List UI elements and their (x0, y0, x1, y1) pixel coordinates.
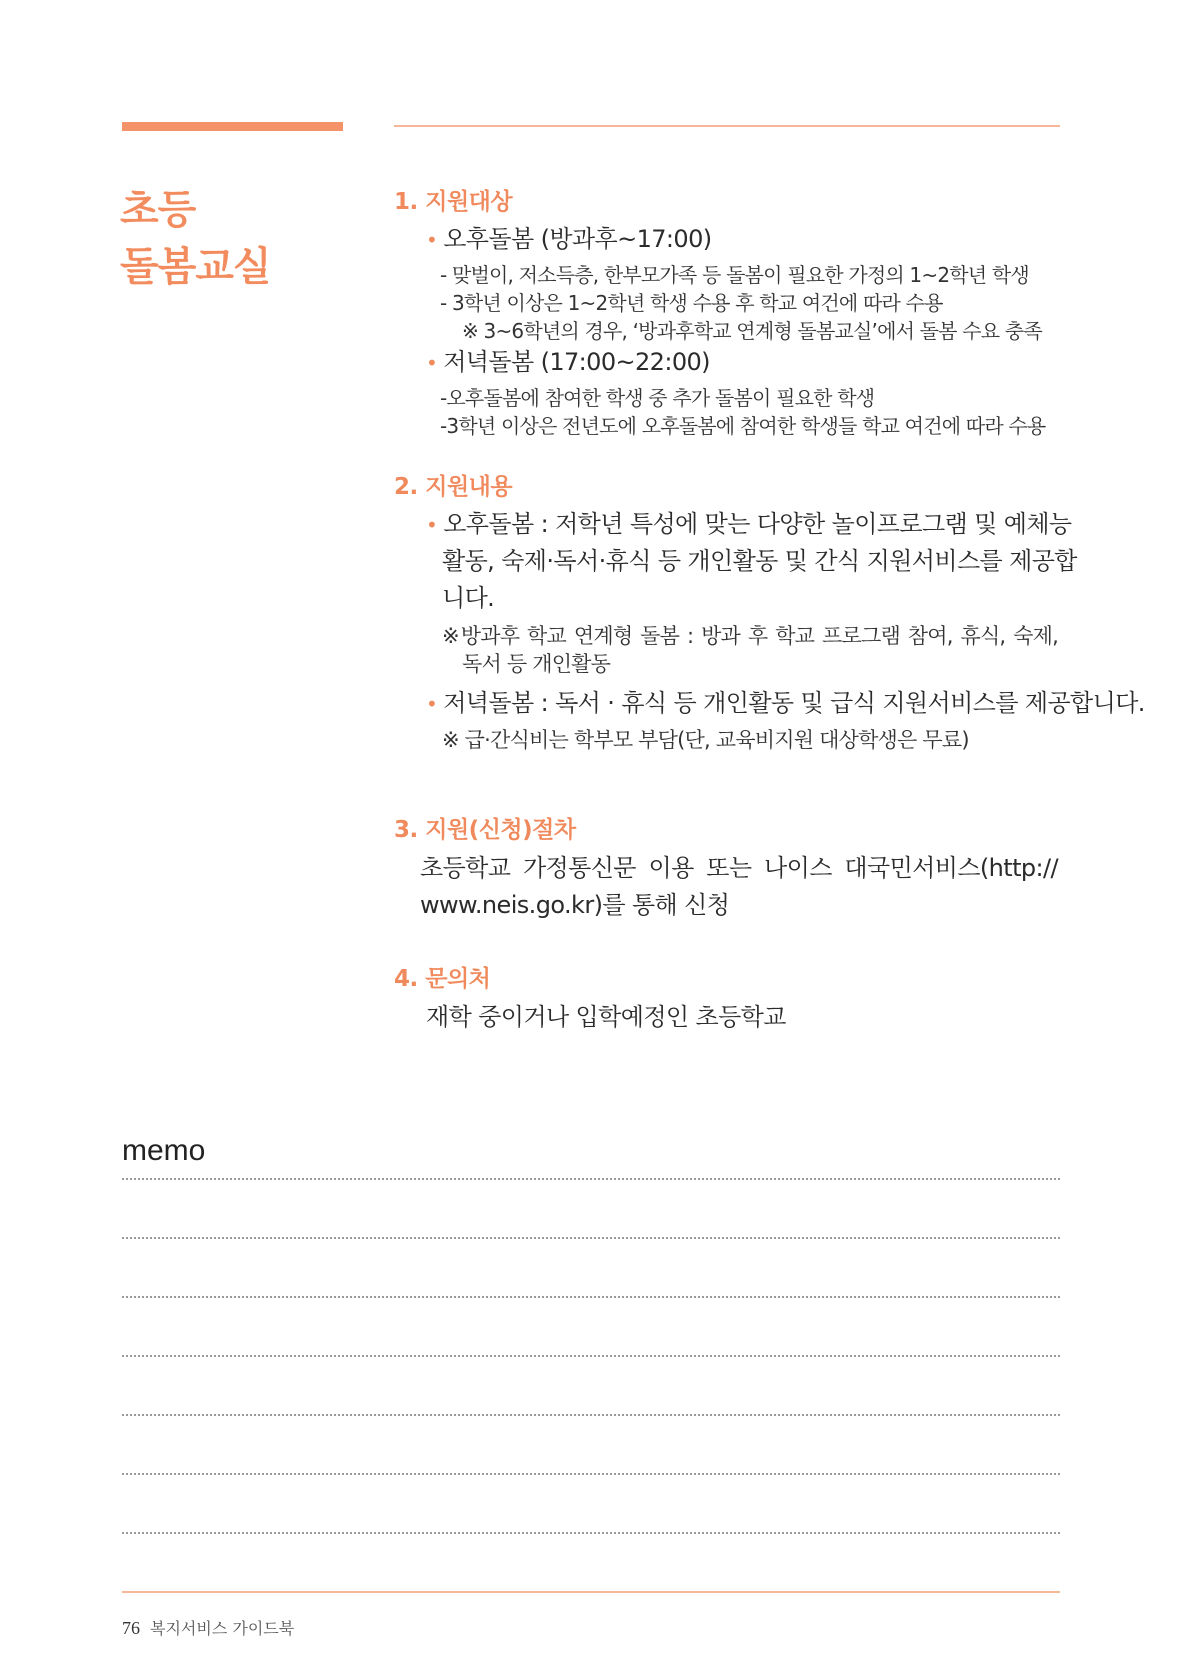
page-title-line1: 초등 (120, 187, 196, 233)
memo-line (122, 1355, 1060, 1357)
list-item: • 오후돌봄 (방과후~17:00) (426, 225, 712, 253)
bullet-dot-icon: • (426, 513, 438, 537)
paragraph-line: 니다. (442, 584, 495, 612)
list-subitem: -3학년 이상은 전년도에 오후돌봄에 참여한 학생들 학교 여건에 따라 수용 (440, 414, 1046, 438)
footer (122, 1616, 294, 1639)
paragraph-line: 초등학교 가정통신문 이용 또는 나이스 대국민서비스(http:// (420, 854, 1058, 882)
bullet-dot-icon: • (426, 351, 438, 375)
section-heading-support-target: 1. 지원대상 (394, 189, 513, 215)
top-rule (394, 125, 1060, 127)
memo-line (122, 1473, 1060, 1475)
list-subitem: - 3학년 이상은 1~2학년 학생 수용 후 학교 여건에 따라 수용 (440, 291, 943, 315)
list-item: • 저녁돌봄 : 독서 · 휴식 등 개인활동 및 급식 지원서비스를 제공합니다. (426, 689, 1145, 717)
memo-line (122, 1296, 1060, 1298)
note-text: ※방과후 학교 연계형 돌봄 : 방과 후 학교 프로그램 참여, 휴식, 숙제, (442, 624, 1058, 648)
accent-bar (122, 122, 343, 131)
memo-line (122, 1414, 1060, 1416)
book-title: 복지서비스 가이드북 (150, 1619, 295, 1638)
memo-label: memo (122, 1134, 206, 1167)
page-title (120, 182, 271, 296)
memo-line (122, 1532, 1060, 1534)
memo-line (122, 1237, 1060, 1239)
section-heading-contact: 4. 문의처 (394, 966, 491, 992)
paragraph-line: 활동, 숙제·독서·휴식 등 개인활동 및 간식 지원서비스를 제공합 (442, 547, 1077, 575)
note-text: 독서 등 개인활동 (462, 652, 611, 676)
list-item: • 저녁돌봄 (17:00~22:00) (426, 348, 710, 376)
bottom-rule (122, 1591, 1060, 1593)
paragraph-line: www.neis.go.kr)를 통해 신청 (420, 891, 730, 919)
note-text: ※ 급·간식비는 학부모 부담(단, 교육비지원 대상학생은 무료) (442, 728, 969, 752)
bullet-dot-icon: • (426, 692, 438, 716)
note-text: ※ 3~6학년의 경우, ‘방과후학교 연계형 돌봄교실’에서 돌봄 수요 충족 (462, 319, 1042, 343)
bullet-dot-icon: • (426, 228, 438, 252)
section-heading-support-content: 2. 지원내용 (394, 474, 513, 500)
memo-line (122, 1178, 1060, 1180)
list-item: • 오후돌봄 : 저학년 특성에 맞는 다양한 놀이프로그램 및 예체능 (426, 510, 1072, 538)
list-subitem: - 맞벌이, 저소득층, 한부모가족 등 돌봄이 필요한 가정의 1~2학년 학생 (440, 263, 1029, 287)
contact-text: 재학 중이거나 입학예정인 초등학교 (426, 1003, 786, 1031)
list-subitem: -오후돌봄에 참여한 학생 중 추가 돌봄이 필요한 학생 (440, 386, 875, 410)
page-title-line2: 돌봄교실 (120, 244, 271, 290)
page-number: 76 (122, 1618, 140, 1638)
section-heading-application: 3. 지원(신청)절차 (394, 817, 576, 843)
